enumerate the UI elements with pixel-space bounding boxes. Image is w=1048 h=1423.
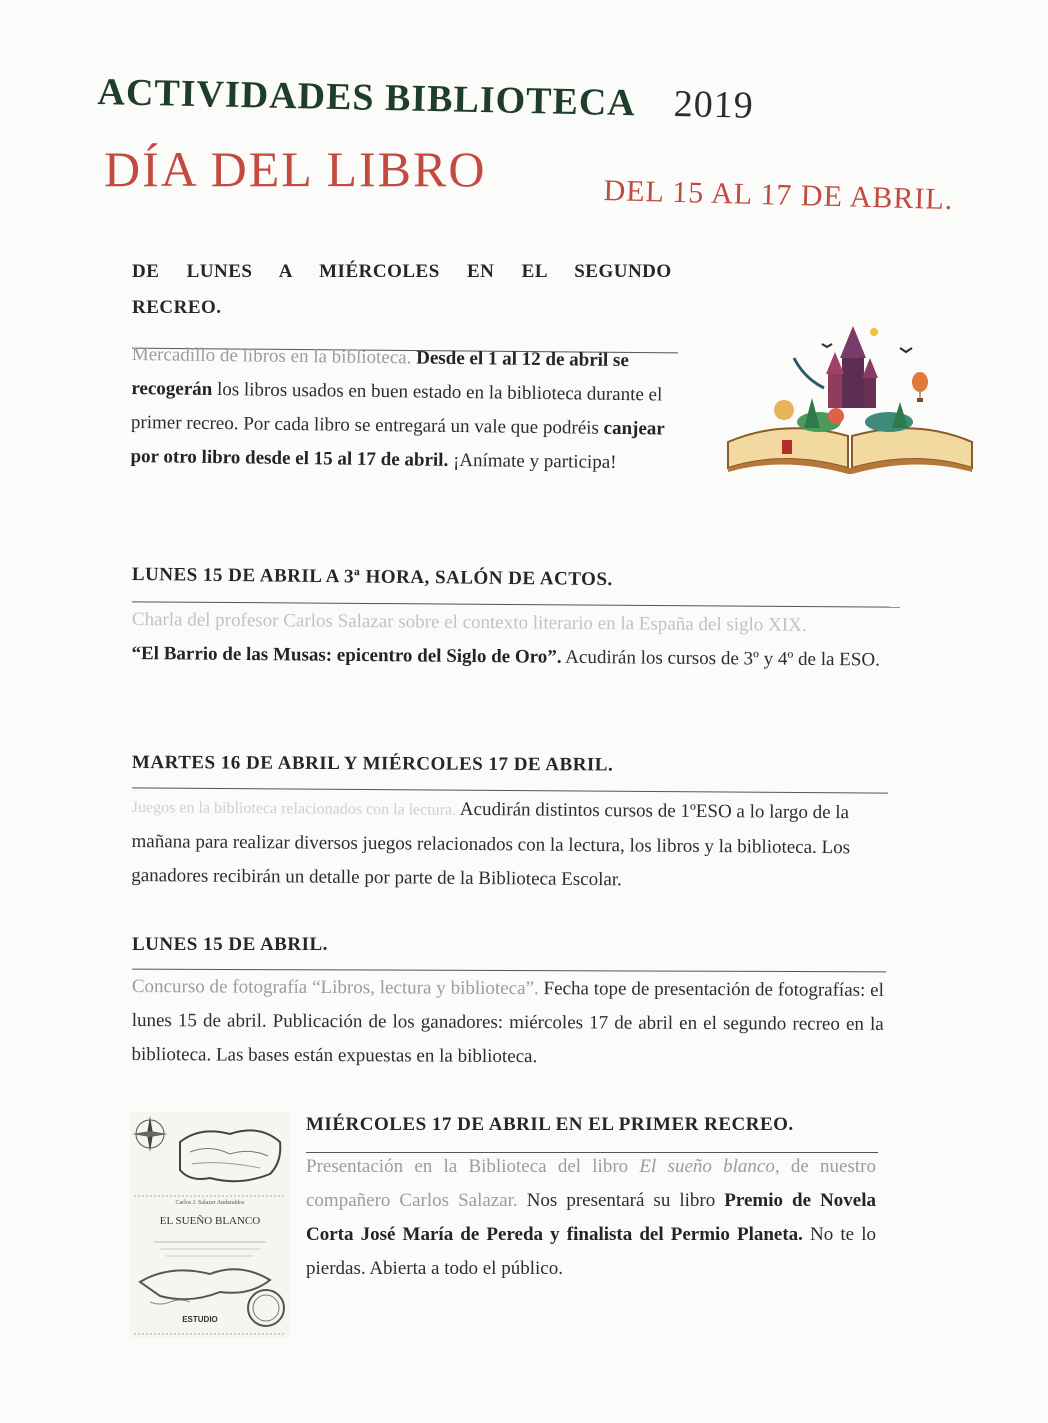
section-1-bold-2: canjear por otro libro desde el 15 al 17 de abril. [130,417,665,471]
section-1-text-2: ¡Anímate y participa! [448,449,617,473]
section-5-book-title: El sueño blanco, [639,1156,780,1177]
cover-publisher: ESTUDIO [182,1315,218,1324]
section-5-lead-1: Presentación en la Biblioteca del libro [306,1156,640,1177]
section-5-bold-1: Premio de Novela Corta José María de Pereda y finalista del Permio Planeta. [306,1190,876,1245]
section-5-body [306,1150,876,1286]
section-1-bold-1: Desde el 1 al 12 de abril se recogerán [131,347,629,400]
section-5-heading: MIÉRCOLES 17 DE ABRIL EN EL PRIMER RECREO. [306,1114,794,1135]
section-5-text-1: Nos presentará su libro [517,1190,725,1211]
section-2-lead: Charla del profesor Carlos Salazar sobre el contexto literario en la España del siglo XIX. [131,608,807,636]
section-3-lead: Juegos en la biblioteca relacionados con la lectura. [131,798,457,819]
section-2-text-1: Acudirán los cursos de 3º y 4º de la ESO. [561,646,880,671]
cover-title: EL SUEÑO BLANCO [159,1215,261,1227]
section-1-heading [132,254,678,326]
section-4-body [131,970,884,1076]
section-3-heading: MARTES 16 DE ABRIL Y MIÉRCOLES 17 DE ABRIL. [131,752,614,776]
section-1-text-1: los libros usados en buen estado en la biblioteca durante el primer recreo. Por cada libro se entregará un vale que podréis [130,378,663,439]
section-2-bold-1: “El Barrio de las Musas: epicentro del Siglo de Oro”. [131,642,562,668]
section-1-heading-line1: DE LUNES A MIÉRCOLES EN EL SEGUNDO [132,261,672,282]
section-4-text-1: Fecha tope de presentación de fotografías: el lunes 15 de abril. Publicación de los ganadores: miércoles 17 de abril en el segundo recreo en la biblioteca. Las bases están expuestas en la biblioteca. [131,978,884,1068]
section-1-heading-line2: RECREO. [132,297,222,318]
book-cover-image [130,1112,290,1338]
section-5-lead-2: de nuestro compañero Carlos Salazar. [306,1156,876,1211]
section-2-heading: LUNES 15 DE ABRIL A 3ª HORA, SALÓN DE ACTOS. [131,564,613,591]
open-book-illustration [724,318,976,474]
title-year: 2019 [673,83,755,127]
section-3-body [131,790,889,900]
section-1-body [130,338,677,481]
page-title [97,70,798,129]
section-5-text-2: No te lo pierdas. Abierta a todo el público. [306,1224,876,1279]
event-dates: DEL 15 AL 17 DE ABRIL. [603,174,954,217]
section-4-heading: LUNES 15 DE ABRIL. [132,934,328,955]
section-2-body [131,603,902,678]
section-4-lead: Concurso de fotografía “Libros, lectura y biblioteca”. [131,975,539,1000]
title-text: ACTIVIDADES BIBLIOTECA [97,70,637,125]
section-3-text-1: Acudirán distintos cursos de 1ºESO a lo largo de la mañana para realizar diversos juegos relacionados con la lectura, los libros y la biblioteca. Los ganadores recibirán un detalle por parte de la Biblioteca Escolar. [131,798,851,891]
section-1-lead: Mercadillo de libros en la biblioteca. [131,343,412,369]
page-subtitle: DÍA DEL LIBRO [104,141,487,197]
cover-author: Carlos J. Salazar Andaraldos [175,1200,245,1206]
